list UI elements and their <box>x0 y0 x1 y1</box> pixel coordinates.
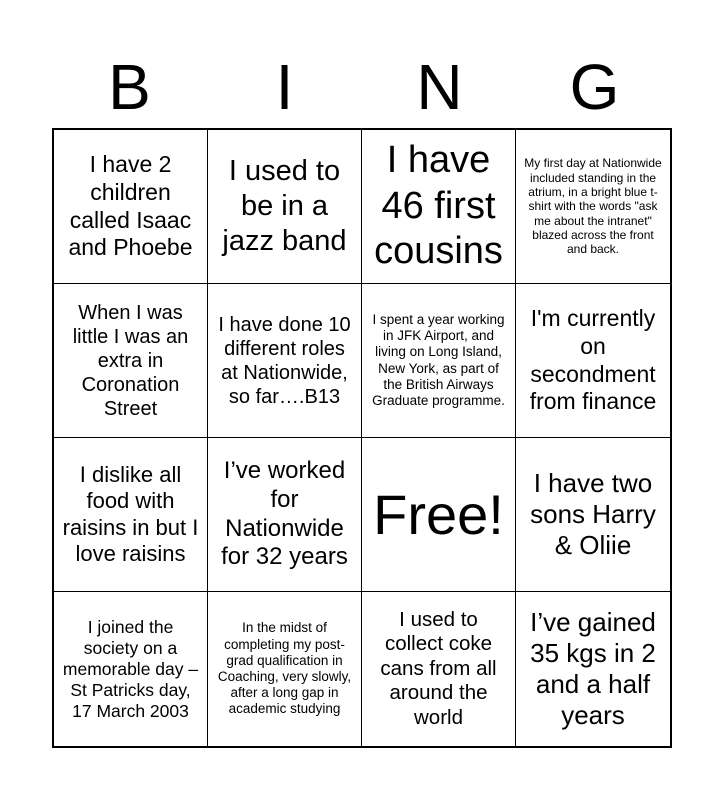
header-letter-n: N <box>416 51 463 123</box>
cell-text: When I was little I was an extra in Coronation Street <box>72 301 189 420</box>
bingo-cell[interactable] <box>362 592 516 746</box>
bingo-cell[interactable] <box>362 284 516 438</box>
cell-text: In the midst of completing my post-grad qualification in Coaching, very slowly, after a long gap in academic studying <box>217 620 352 717</box>
cell-text: I dislike all food with raisins in but I love raisins <box>62 461 199 566</box>
cell-text: I used to be in a jazz band <box>222 155 347 257</box>
bingo-cell[interactable] <box>54 438 208 592</box>
header-letter-i: I <box>275 51 294 123</box>
bingo-cell[interactable] <box>54 130 208 284</box>
bingo-cell[interactable] <box>516 592 670 746</box>
bingo-cell[interactable] <box>54 592 208 746</box>
bingo-cell[interactable] <box>208 284 362 438</box>
cell-text: I have 46 first cousins <box>374 139 503 273</box>
cell-text: I have 2 children called Isaac and Phoebe <box>68 151 193 261</box>
bingo-cell[interactable] <box>54 284 208 438</box>
cell-text: I spent a year working in JFK Airport, and living on Long Island, New York, as part of the British Airways Graduate programme. <box>372 311 505 408</box>
header-letter-b: B <box>108 51 151 123</box>
bingo-cell[interactable] <box>362 130 516 284</box>
cell-text: I’ve gained 35 kgs in 2 and a half years <box>530 606 656 731</box>
cell-text: I used to collect coke cans from all around the world <box>380 607 497 729</box>
bingo-cell[interactable] <box>208 130 362 284</box>
cell-text: I have done 10 different roles at Nationwide, so far….B13 <box>218 313 351 408</box>
bingo-cell[interactable] <box>208 592 362 746</box>
cell-text: I joined the society on a memorable day – St Patricks day, 17 March 2003 <box>62 616 199 721</box>
bingo-header <box>52 50 672 125</box>
bingo-cell[interactable] <box>516 284 670 438</box>
cell-text: I have two sons Harry & Oliie <box>530 467 656 561</box>
header-letter-g: G <box>569 51 620 123</box>
cell-text: I'm currently on secondment from finance <box>529 305 657 415</box>
bingo-cell[interactable] <box>516 130 670 284</box>
cell-text: Free! <box>373 482 504 546</box>
cell-text: I’ve worked for Nationwide for 32 years <box>221 456 348 571</box>
bingo-cell[interactable] <box>516 438 670 592</box>
cell-text: My first day at Nationwide included standing in the atrium, in a bright blue t-shirt with the words "ask me about the intranet" blazed across the front and back. <box>524 156 662 257</box>
bingo-card <box>52 128 672 748</box>
bingo-cell[interactable] <box>208 438 362 592</box>
free-cell[interactable] <box>362 438 516 592</box>
